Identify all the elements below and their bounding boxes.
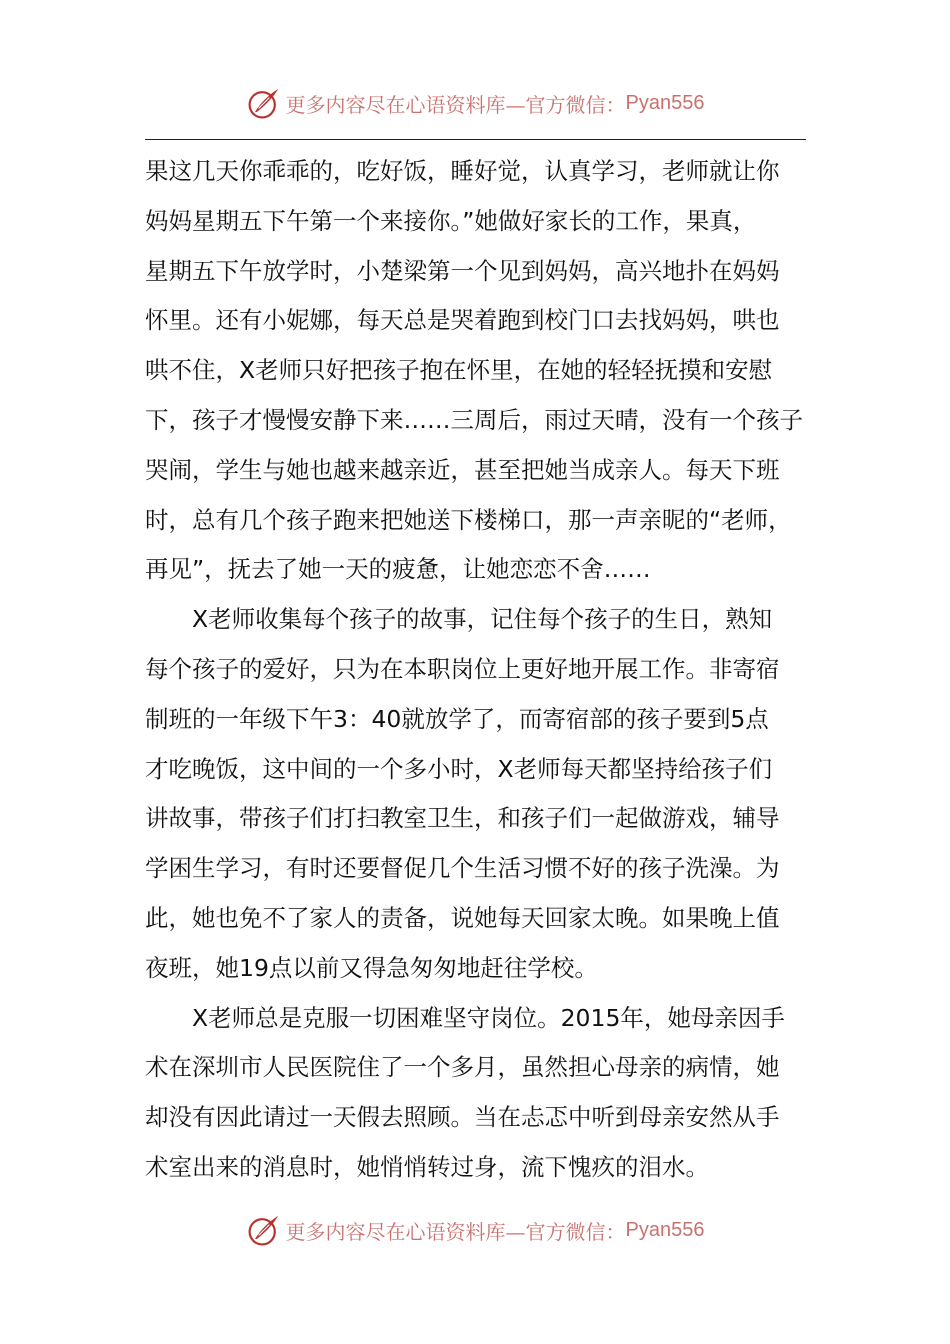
text-line: 怀里。还有小妮娜，每天总是哭着跑到校门口去找妈妈，哄也 bbox=[145, 306, 780, 335]
text-line: 星期五下午放学时，小楚梁第一个见到妈妈，高兴地扑在妈妈 bbox=[145, 256, 780, 285]
text-line: 果这几天你乖乖的，吃好饭，睡好觉，认真学习，老师就让你 bbox=[145, 157, 780, 185]
paragraph-start-line: X老师总是克服一切困难坚守岗位。2015年，她母亲因手 bbox=[192, 1003, 785, 1032]
document-body bbox=[145, 147, 817, 1193]
footer-banner-handle: Pyan556 bbox=[625, 1218, 705, 1241]
text-line: 学困生学习，有时还要督促几个生活习惯不好的孩子洗澡。为 bbox=[145, 854, 780, 883]
text-line: 妈妈星期五下午第一个来接你。”她做好家长的工作，果真， bbox=[145, 206, 757, 235]
text-line: 夜班，她19点以前又得急匆匆地赶往学校。 bbox=[145, 953, 598, 982]
header-banner bbox=[0, 83, 950, 123]
quill-logo-icon bbox=[246, 85, 282, 121]
text-line: 哄不住，X老师只好把孩子抱在怀里，在她的轻轻抚摸和安慰 bbox=[145, 356, 773, 385]
text-line: 才吃晚饭，这中间的一个多小时，X老师每天都坚持给孩子们 bbox=[145, 754, 773, 783]
text-line: 哭闹，学生与她也越来越亲近，甚至把她当成亲人。每天下班 bbox=[145, 455, 780, 484]
quill-logo-icon bbox=[246, 1212, 282, 1248]
text-line: 术在深圳市人民医院住了一个多月，虽然担心母亲的病情，她 bbox=[145, 1053, 780, 1082]
header-rule bbox=[145, 139, 806, 140]
text-line: 却没有因此请过一天假去照顾。当在忐忑中听到母亲安然从手 bbox=[145, 1103, 780, 1132]
text-line: 制班的一年级下午3：40就放学了，而寄宿部的孩子要到5点 bbox=[145, 704, 769, 733]
header-banner-text: 更多内容尽在心语资料库—官方微信： bbox=[285, 92, 626, 117]
text-line: 再见”，抚去了她一天的疲惫，让她恋恋不舍…… bbox=[145, 555, 651, 584]
footer-banner bbox=[0, 1210, 950, 1250]
header-banner-handle: Pyan556 bbox=[625, 91, 705, 114]
text-line: 下，孩子才慢慢安静下来……三周后，雨过天晴，没有一个孩子 bbox=[145, 405, 803, 434]
text-line: 此，她也免不了家人的责备，说她每天回家太晚。如果晚上值 bbox=[145, 903, 780, 932]
footer-banner-text: 更多内容尽在心语资料库—官方微信： bbox=[285, 1219, 626, 1244]
text-line: 术室出来的消息时，她悄悄转过身，流下愧疚的泪水。 bbox=[145, 1152, 709, 1181]
paragraph-start-line: X老师收集每个孩子的故事，记住每个孩子的生日，熟知 bbox=[192, 605, 773, 634]
text-line: 讲故事，带孩子们打扫教室卫生，和孩子们一起做游戏，辅导 bbox=[145, 804, 780, 833]
text-line: 时，总有几个孩子跑来把她送下楼梯口，那一声亲昵的“老师， bbox=[145, 505, 792, 534]
text-line: 每个孩子的爱好，只为在本职岗位上更好地开展工作。非寄宿 bbox=[145, 654, 780, 683]
